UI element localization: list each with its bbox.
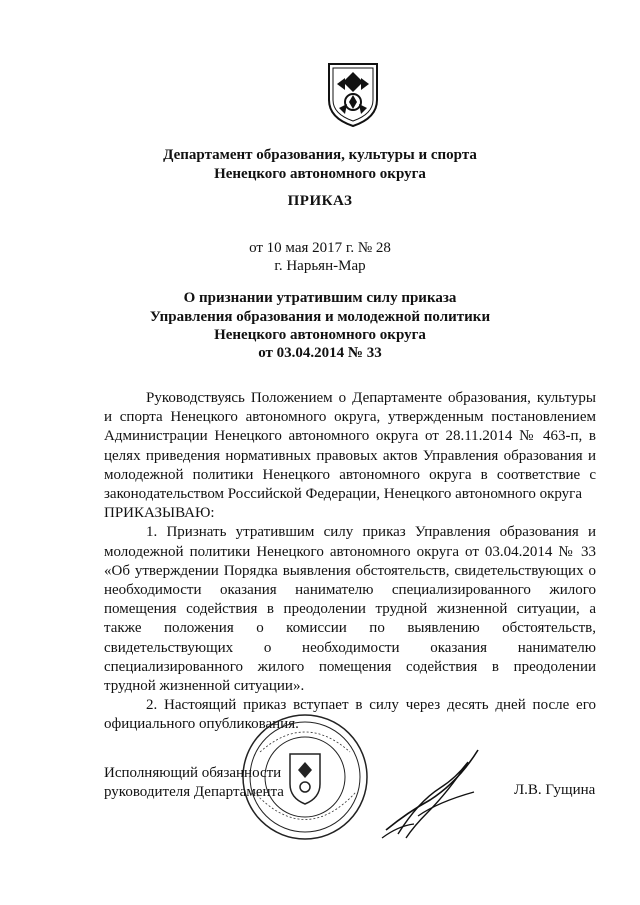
document-body: [104, 389, 596, 735]
signatory-name: Л.В. Гущина: [514, 782, 596, 798]
organization-name-line2: Ненецкого автономного округа: [214, 166, 426, 182]
organization-name-line1: Департамент образования, культуры и спорта: [163, 147, 477, 163]
signatory-position: [104, 764, 284, 802]
document-title-line2: Управления образования и молодежной политики: [149, 309, 491, 325]
document-title-line1: О признании утратившим силу приказа: [183, 290, 457, 306]
signatory-position-line1: Исполняющий обязанности: [104, 765, 282, 781]
coat-of-arms-icon: [323, 60, 383, 128]
order-word: ПРИКАЗЫВАЮ:: [104, 505, 215, 522]
signatory-position-line2: руководителя Департамента: [104, 784, 284, 800]
document-date-number: от 10 мая 2017 г. № 28: [249, 240, 391, 256]
document-title-line4: от 03.04.2014 № 33: [258, 345, 382, 361]
handwritten-signature-icon: [378, 742, 488, 842]
document-title-line3: Ненецкого автономного округа: [214, 327, 426, 343]
preamble-paragraph: Руководствуясь Положением о Департаменте образования, культуры и спорта Ненецкого автономного округа, утвержденным постановлением Администрации Ненецкого автономного округа от 28.11.2014 № 463-п, в целях приведения нормативных правовых актов Управления образования и молодежной политики Ненецкого автономного округа в соответствие с законодательством Российской Федерации, Ненецкого автономного округа: [104, 390, 596, 503]
document-type: ПРИКАЗ: [287, 193, 353, 209]
order-item-1: 1. Признать утратившим силу приказ Управления образования и молодежной политики Ненецкого автономного округа от 03.04.2014 № 33 «Об утверждении Порядка выявления обстоятельств, свидетельствующих о необходимости оказания нанимателю специализированного жилого помещения содействия в преодолении трудной жизненной ситуации, а также положения о комиссии по выявлению обстоятельств, свидетельствующих о необходимости оказания нанимателю специализированного жилого помещения содействия в преодолении трудной жизненной ситуации».: [104, 524, 596, 695]
order-item-2: 2. Настоящий приказ вступает в силу через десять дней после его официального опубликования.: [104, 697, 596, 733]
document-city: г. Нарьян-Мар: [274, 258, 366, 274]
